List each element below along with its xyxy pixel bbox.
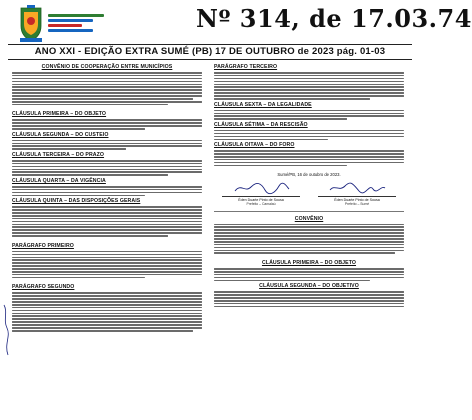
convenio-title: CONVÊNIO DE COOPERAÇÃO ENTRE MUNICÍPIOS [41, 64, 173, 70]
clause-fourth-heading: CLÁUSULA QUARTA – DA VIGÊNCIA [12, 177, 106, 184]
second-clause-second-text [214, 291, 404, 307]
clause-seventh-text [214, 130, 404, 140]
header-rule-bottom [8, 59, 412, 60]
header-rule-top [8, 44, 412, 45]
second-intro-text [214, 224, 404, 255]
right-column [214, 62, 404, 307]
second-convenio-title: CONVÊNIO [294, 215, 324, 222]
municipal-crest-icon [18, 4, 44, 44]
clause-second-text [12, 140, 202, 150]
paragraph-second-text [12, 292, 202, 331]
clause-first-text [12, 119, 202, 129]
place-date: Sumé/PB, 16 de outubro de 2023. [277, 172, 341, 178]
masthead-logo [48, 12, 104, 34]
second-clause-first-heading: CLÁUSULA PRIMEIRA – DO OBJETO [261, 260, 357, 267]
second-clause-first-text [214, 268, 404, 281]
margin-initials-icon [2, 300, 10, 360]
masthead [0, 0, 472, 57]
clause-second-heading: CLÁUSULA SEGUNDA – DO CUSTEIO [12, 131, 109, 138]
clause-fourth-text [12, 186, 202, 196]
paragraph-first-text [12, 251, 202, 279]
clause-first-heading: CLÁUSULA PRIMEIRA – DO OBJETO [12, 111, 107, 118]
intro-text [12, 72, 202, 105]
edition-line: ANO XXI - EDIÇÃO EXTRA SUMÉ (PB) 17 DE OUTUBRO de 2023 pág. 01-03 [34, 46, 386, 57]
signature-scribble-icon [231, 181, 291, 195]
paragraph-third-heading: PARÁGRAFO TERCEIRO [214, 64, 278, 70]
clause-sixth-text [214, 110, 404, 120]
clause-fifth-heading: CLÁUSULA QUINTA – DAS DISPOSIÇÕES GERAIS [12, 198, 141, 205]
signature-right-name: Éden Duarte Pinto de Sousa [334, 197, 380, 202]
clause-fifth-text [12, 206, 202, 237]
signature-right [318, 181, 396, 206]
paragraph-second-heading: PARÁGRAFO SEGUNDO [12, 284, 75, 291]
signature-left [222, 181, 300, 206]
signature-left-name: Éden Duarte Pinto de Sousa [238, 197, 284, 202]
signature-scribble-icon [327, 181, 387, 195]
signature-right-role: Prefeito – Sumé [344, 201, 370, 206]
clause-sixth-heading: CLÁUSULA SEXTA – DA LEGALIDADE [214, 101, 312, 108]
paragraph-third-text [214, 72, 404, 100]
paragraph-first-heading: PARÁGRAFO PRIMEIRO [12, 242, 74, 249]
clause-third-heading: CLÁUSULA TERCEIRA – DO PRAZO [12, 151, 105, 158]
second-clause-second-heading: CLÁUSULA SEGUNDA – DO OBJETIVO [259, 283, 359, 290]
clause-eighth-text [214, 150, 404, 166]
clause-eighth-heading: CLÁUSULA OITAVA – DO FORO [214, 142, 295, 149]
section-divider [214, 211, 404, 212]
signature-left-role: Prefeito – Camalaú [246, 201, 276, 206]
signature-block [214, 181, 404, 206]
clause-third-text [12, 160, 202, 176]
clause-seventh-heading: CLÁUSULA SÉTIMA – DA RESCISÃO [214, 121, 308, 128]
left-column [12, 62, 202, 332]
issue-number: Nº 314, de 17.03.74 [196, 4, 472, 33]
